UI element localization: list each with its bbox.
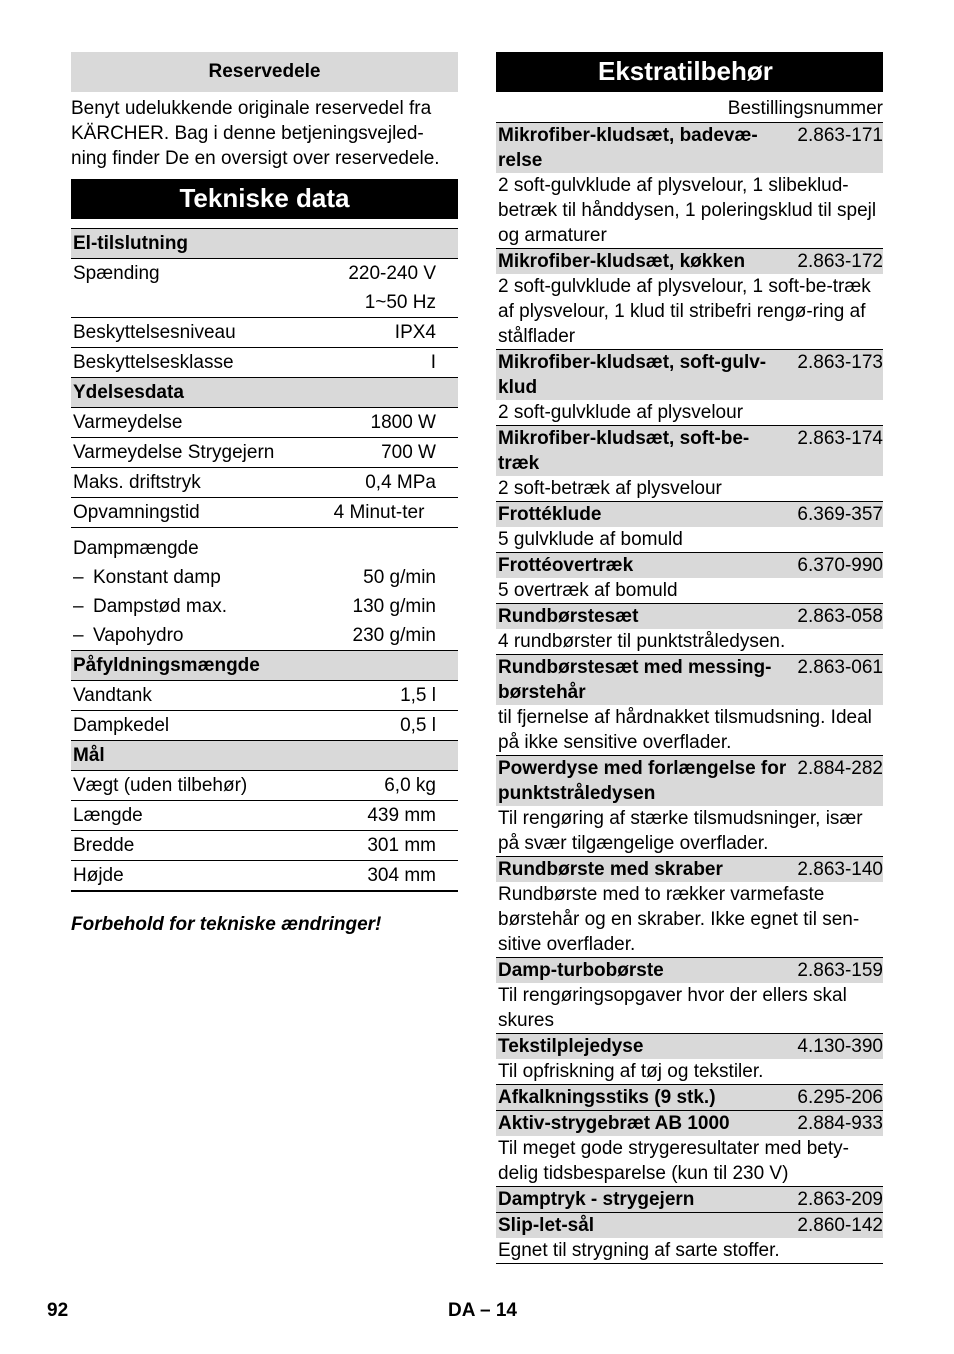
accessory-order-number: 2.860-142 [797,1215,883,1236]
spec-row [71,563,458,592]
spec-value: IPX4 [314,318,458,348]
accessory-order-number: 2.863-061 [797,657,883,678]
accessory-item [496,1084,883,1110]
accessory-name: Mikrofiber-kludsæt, soft-gulv-klud [498,352,767,398]
accessory-order-number: 6.295-206 [797,1087,883,1108]
accessory-description: 2 soft-gulvklude af plysvelour, 1 slibeklud-betræk til hånddysen, 1 poleringsklud til spejl og armaturer [498,175,877,246]
spec-label-text: Vapohydro [93,625,184,646]
accessory-order-number: 2.884-933 [797,1113,883,1134]
spec-label: Dampmængde [73,538,199,559]
accessory-name-row [496,1213,883,1238]
accessory-name: Tekstilplejedyse [498,1036,644,1057]
spec-row [71,592,458,621]
spec-value: 130 g/min [352,596,436,617]
accessory-order-number: 2.884-282 [797,758,883,779]
accessory-description: 5 gulvklude af bomuld [498,529,683,550]
accessory-description: 2 soft-betræk af plysvelour [498,478,722,499]
accessory-order-number: 2.863-172 [797,251,883,272]
accessory-name-row [496,857,883,882]
accessory-name: Damp-turbobørste [498,960,664,981]
accessory-description: Til rengøringsopgaver hvor der ellers skal skures [498,985,847,1031]
spec-row [71,861,458,892]
spec-row [71,318,458,348]
spec-label: Længde [71,801,314,831]
spec-row [71,468,458,498]
accessory-item [496,1033,883,1084]
accessory-name-row [496,756,883,806]
accessory-name: Damptryk - strygejern [498,1189,695,1210]
spec-row [71,681,458,711]
spec-value: 220-240 V [348,263,436,284]
spec-section-header [71,229,458,259]
spec-value: 230 g/min [314,621,458,651]
spec-value: 1800 W [314,408,458,438]
spec-label [71,288,314,318]
spec-value: 0,5 l [314,711,458,741]
accessory-name: Rundbørstesæt [498,606,639,627]
accessory-name: Aktiv-strygebræt AB 1000 [498,1113,730,1134]
accessory-name-row [496,249,883,274]
accessory-list [496,122,883,1264]
accessory-item [496,1186,883,1212]
accessory-name-row [496,1187,883,1212]
accessory-name: Rundbørstesæt med messing-børstehår [498,657,772,703]
dash-mark: – [73,625,84,646]
tekniske-data-heading: Tekniske data [71,179,458,219]
disclaimer-note: Forbehold for tekniske ændringer! [71,914,382,935]
spec-row [71,408,458,438]
spec-value: 700 W [314,438,458,468]
spec-label: Højde [71,861,314,892]
accessory-description: til fjernelse af hårdnakket tilsmudsning. Ideal på ikke sensitive overflader. [498,707,872,753]
accessory-item [496,856,883,957]
accessory-description: 2 soft-gulvklude af plysvelour, 1 soft-be-træk af plysvelour, 1 klud til stribefri rengø-ring af stålflader [498,276,871,347]
accessory-item [496,349,883,425]
accessory-order-number: 2.863-171 [797,125,883,146]
spec-row [71,498,458,528]
accessory-name: Slip-let-sål [498,1215,595,1236]
accessory-item [496,654,883,755]
accessory-description: 4 rundbørster til punktstråledysen. [498,631,786,652]
accessory-order-number: 2.863-173 [797,352,883,373]
accessory-item [496,425,883,501]
spec-row [71,801,458,831]
left-column [71,52,458,937]
accessory-name-row [496,350,883,400]
accessory-item [496,1110,883,1186]
spec-row [71,528,458,564]
accessory-name-row [496,426,883,476]
spec-value: 50 g/min [363,567,436,588]
spec-value: 304 mm [314,861,458,892]
spec-label: Bredde [71,831,314,861]
accessory-description: Til meget gode strygeresultater med bety-delig tidsbesparelse (kun til 230 V) [498,1138,849,1184]
accessory-name-row [496,1111,883,1136]
accessory-name-row [496,553,883,578]
spec-value: 1~50 Hz [314,288,458,318]
accessory-name: Powerdyse med forlængelse for punktstråledysen [498,758,787,804]
accessory-name: Rundbørste med skraber [498,859,723,880]
spec-label-text: Dampstød max. [93,596,228,617]
spec-label-text: Konstant damp [93,567,221,588]
accessory-order-number: 6.369-357 [797,504,883,525]
spec-row [71,621,458,651]
spec-label [71,621,314,651]
spec-row [71,438,458,468]
spec-value: 439 mm [314,801,458,831]
spec-label [71,592,314,621]
accessory-order-number: 2.863-140 [797,859,883,880]
right-column [496,52,883,1264]
accessory-item [496,603,883,654]
accessory-name-row [496,502,883,527]
accessory-name-row [496,1034,883,1059]
spec-value: 4 Minut-ter [314,498,458,528]
spec-row [71,259,458,289]
accessory-item [496,501,883,552]
accessory-name: Mikrofiber-kludsæt, køkken [498,251,746,272]
spec-label: Dampkedel [71,711,314,741]
accessory-name: Mikrofiber-kludsæt, soft-be-træk [498,428,750,474]
accessory-name-row [496,604,883,629]
accessory-description: Til rengøring af stærke tilsmudsninger, især på svær tilgængelige overflader. [498,808,863,854]
accessory-order-number: 2.863-058 [797,606,883,627]
spec-row [71,288,458,318]
accessory-item [496,552,883,603]
spec-section-header [71,651,458,681]
dash-mark: – [73,596,84,617]
spec-section-title: Ydelsesdata [71,378,458,408]
page-number: 92 [47,1300,69,1321]
spec-section-header [71,741,458,771]
spec-label [71,563,314,592]
spec-row [71,348,458,378]
spec-row [71,771,458,801]
spec-label: Opvamningstid [71,498,314,528]
spec-value: 301 mm [314,831,458,861]
order-number-header: Bestillingsnummer [727,98,883,119]
ekstratilbehor-heading: Ekstratilbehør [496,52,883,92]
accessory-description: 5 overtræk af bomuld [498,580,678,601]
accessory-name-row [496,958,883,983]
accessory-item [496,957,883,1033]
spec-section-title: Mål [71,741,458,771]
spec-table [71,228,458,892]
spec-label: Varmeydelse [71,408,314,438]
spec-label: Vægt (uden tilbehør) [71,771,314,801]
accessory-item [496,248,883,349]
accessory-order-number: 2.863-174 [797,428,883,449]
spec-value: I [314,348,458,378]
spec-section-header [71,378,458,408]
dash-mark: – [73,567,84,588]
spec-label: Beskyttelsesniveau [71,318,314,348]
accessory-order-number: 6.370-990 [797,555,883,576]
spec-label: Vandtank [71,681,314,711]
spec-value [314,528,458,564]
spec-label: Beskyttelsesklasse [71,348,314,378]
accessory-item [496,122,883,248]
accessory-name: Mikrofiber-kludsæt, badevæ-relse [498,125,758,171]
accessory-item [496,755,883,856]
accessory-description: Egnet til strygning af sarte stoffer. [498,1240,780,1261]
spec-value: 6,0 kg [314,771,458,801]
spec-label: Maks. driftstryk [71,468,314,498]
reservedele-heading: Reservedele [71,52,458,92]
spec-value: 0,4 MPa [314,468,458,498]
spec-row [71,831,458,861]
accessory-name: Frottéklude [498,504,602,525]
spec-row [71,711,458,741]
accessory-name-row [496,123,883,173]
spec-label: Spænding [73,263,160,284]
accessory-name-row [496,1085,883,1110]
accessory-description: Til opfriskning af tøj og tekstiler. [498,1061,764,1082]
accessory-order-number: 2.863-159 [797,960,883,981]
section-label: DA – 14 [448,1300,517,1321]
accessory-order-number: 4.130-390 [797,1036,883,1057]
accessory-description: Rundbørste med to rækker varmefaste børstehår og en skraber. Ikke egnet til sen-sitive overflader. [498,884,860,955]
accessory-name: Afkalkningsstiks (9 stk.) [498,1087,716,1108]
accessory-order-number: 2.863-209 [797,1189,883,1210]
accessory-item [496,1212,883,1264]
accessory-name: Frottéovertræk [498,555,634,576]
spec-section-title: El-tilslutning [71,229,458,259]
accessory-description: 2 soft-gulvklude af plysvelour [498,402,744,423]
accessory-name-row [496,655,883,705]
spec-label: Varmeydelse Strygejern [71,438,314,468]
spec-value: 1,5 l [314,681,458,711]
reservedele-text: Benyt udelukkende originale reservedel fra KÄRCHER. Bag i denne betjeningsvejled-ning finder De en oversigt over reservedele. [71,98,440,169]
spec-section-title: Påfyldningsmængde [71,651,458,681]
